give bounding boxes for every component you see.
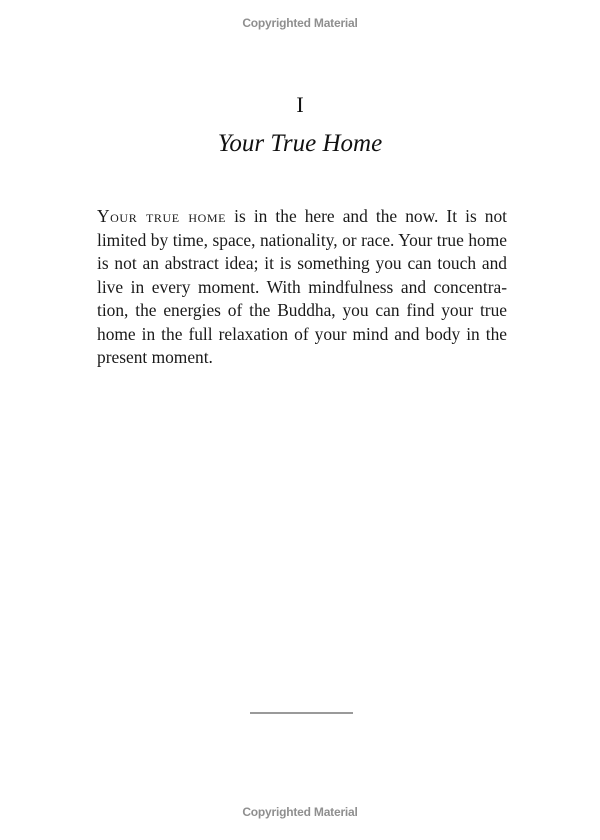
chapter-title: Your True Home xyxy=(217,130,383,157)
body-line: limited by time, space, nationality, or race. Your true home xyxy=(97,229,507,250)
body-line: tion, the energies of the Buddha, you can find your true xyxy=(97,300,507,320)
body-line: home in the full relaxation of your mind and body in the xyxy=(97,323,507,344)
body-line xyxy=(97,205,507,229)
body-line: live in every moment. With mindfulness and concentra- xyxy=(97,276,507,297)
copyright-watermark-bottom: Copyrighted Material xyxy=(242,805,358,819)
section-divider-rule xyxy=(250,712,353,714)
body-line-text: is in the here and the now. It is not xyxy=(226,206,507,226)
body-line: is not an abstract idea; it is something you can touch and xyxy=(97,253,507,273)
copyright-watermark-top: Copyrighted Material xyxy=(242,16,358,30)
lead-in-small-caps: Your true home xyxy=(97,206,227,226)
body-line: present moment. xyxy=(97,347,213,367)
chapter-number: I xyxy=(296,92,304,117)
chapter-body xyxy=(97,205,507,370)
